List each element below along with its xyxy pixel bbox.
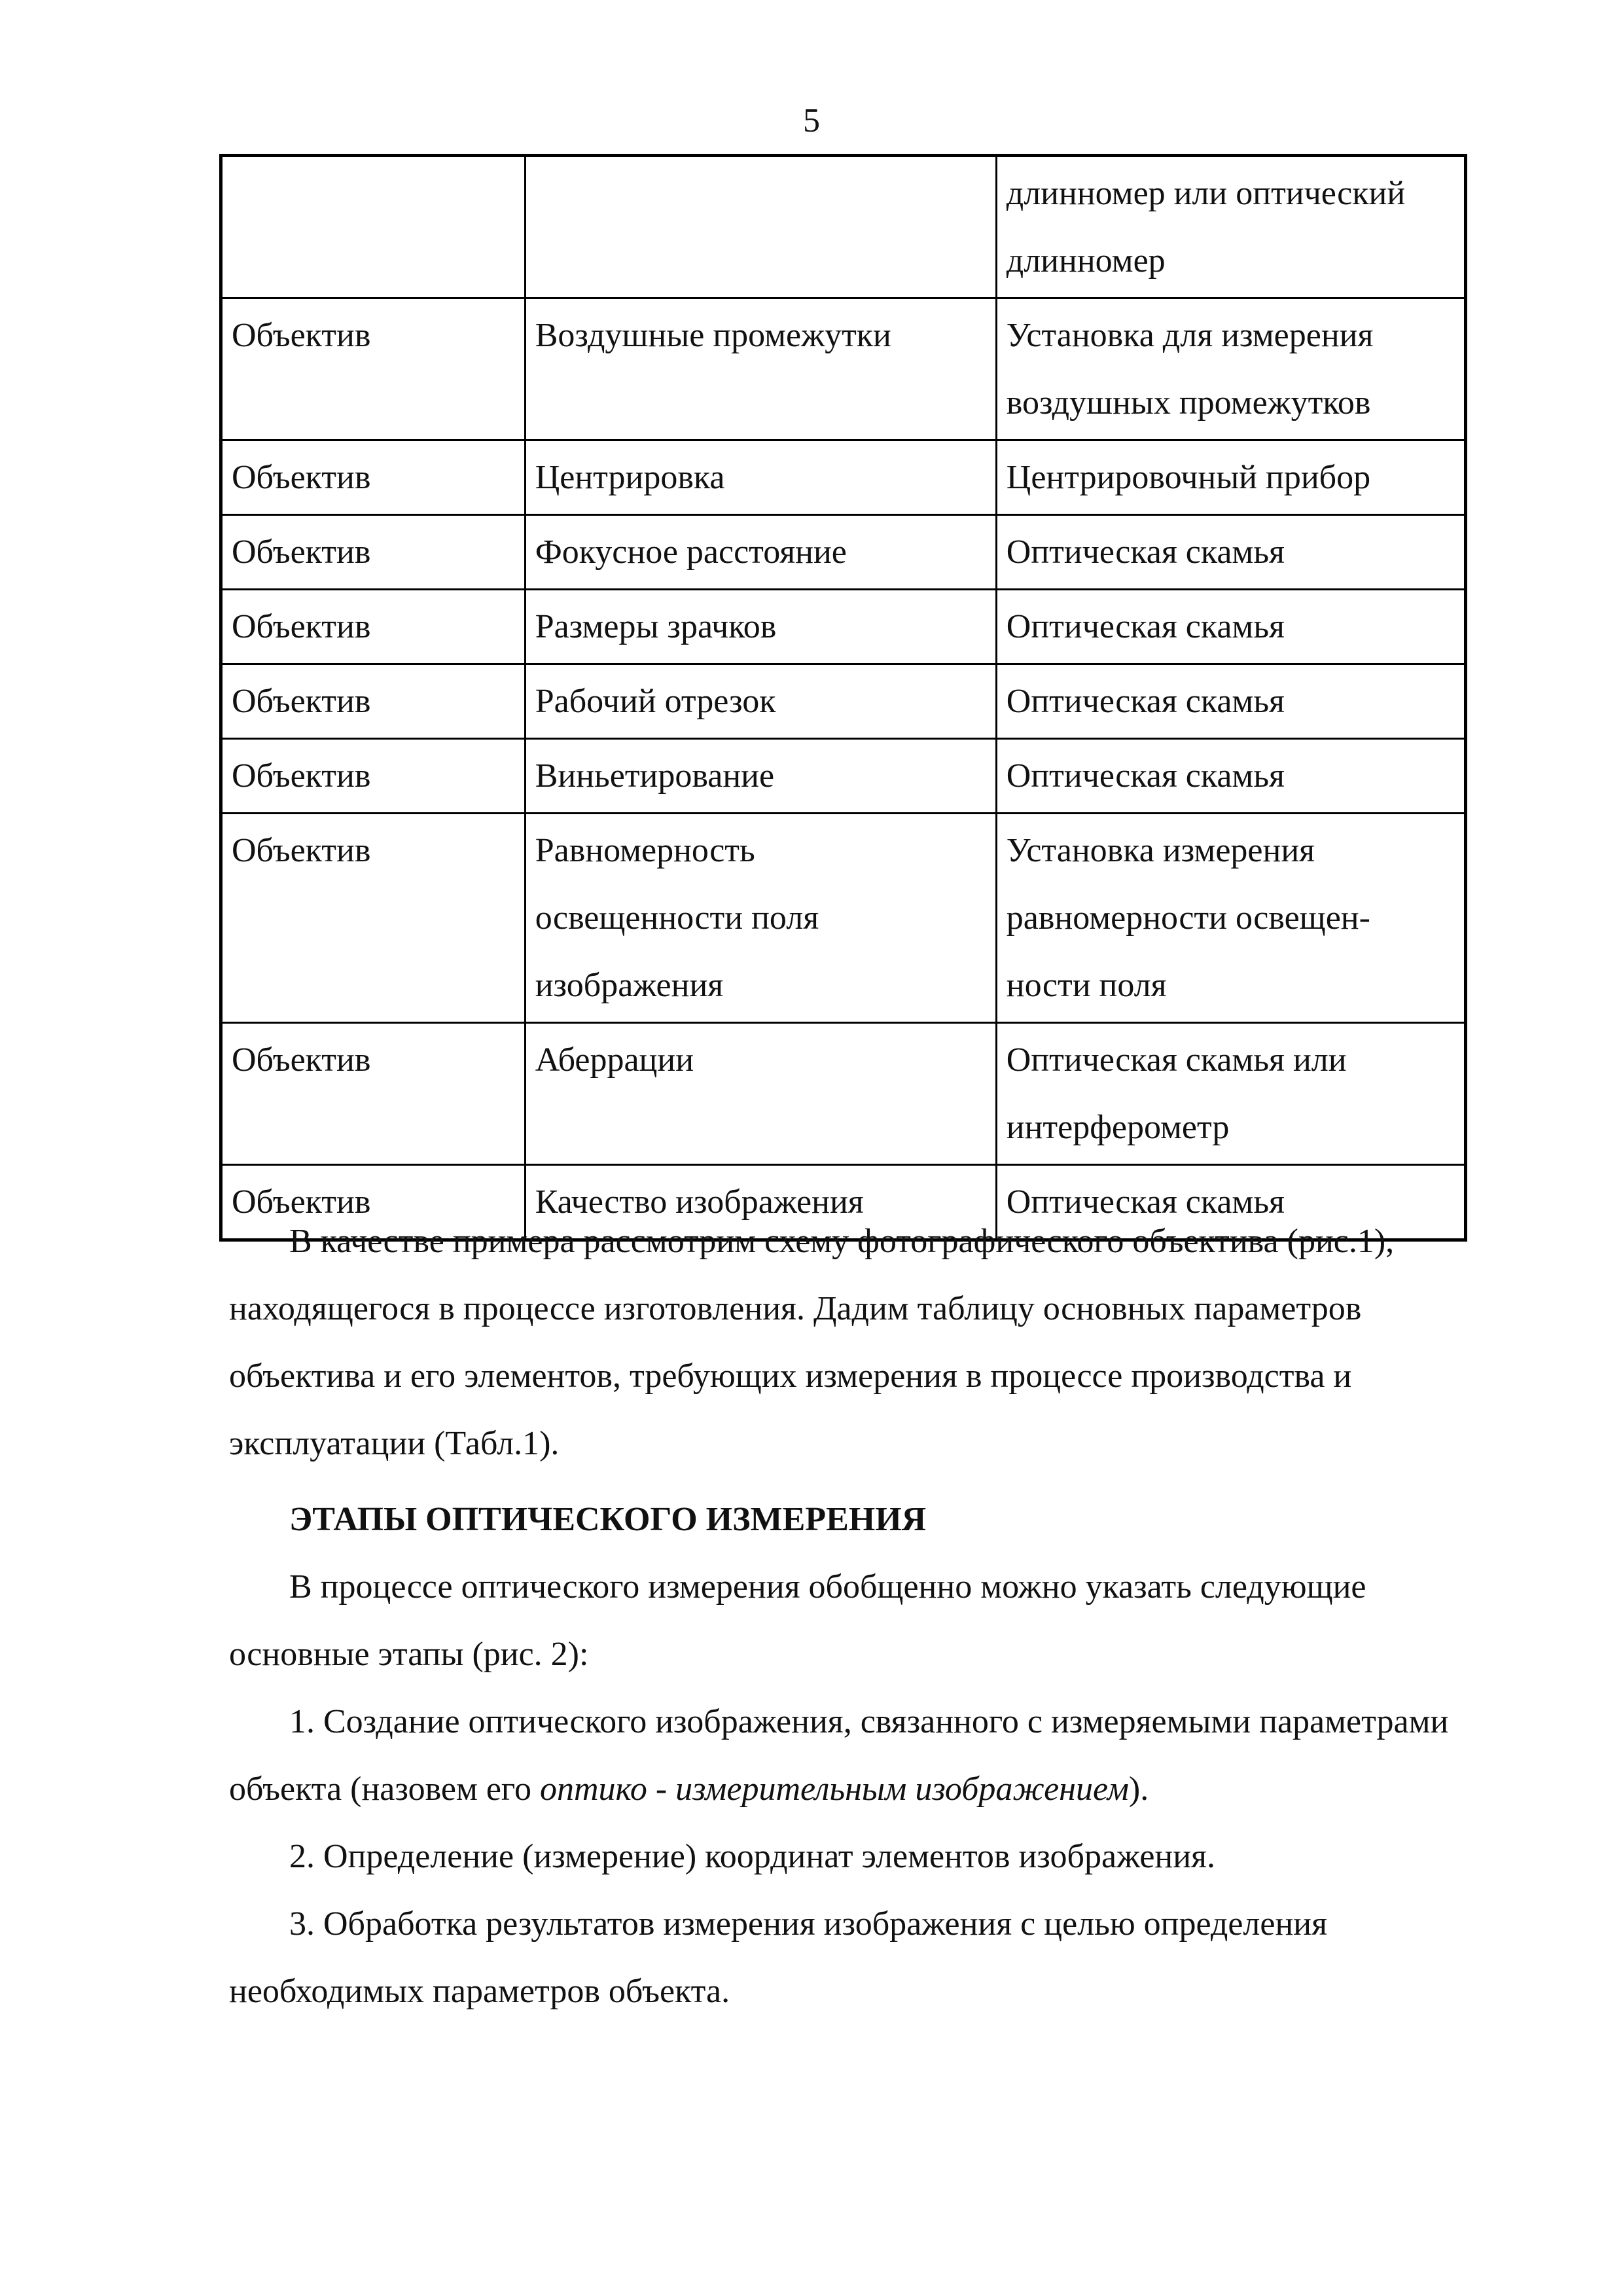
cell-line: Объектив	[232, 1041, 371, 1079]
cell-line: Воздушные промежутки	[535, 317, 891, 354]
cell-line: равномерности освещен-	[1006, 899, 1370, 937]
cell-line: воздушных промежутков	[1006, 384, 1371, 422]
instrument-cell	[996, 814, 1465, 1023]
cell-line: Размеры зрачков	[535, 608, 777, 645]
parameter-cell	[525, 515, 996, 590]
element-cell	[221, 590, 526, 664]
element-cell	[221, 440, 526, 515]
instrument-cell	[996, 298, 1465, 440]
stages-intro: В процессе оптического измерения обобщенно можно указать следующие основные этапы (рис. 2):	[229, 1568, 1366, 1673]
table-row	[221, 298, 1466, 440]
cell-line: Центрировка	[535, 459, 725, 496]
element-cell	[221, 664, 526, 739]
table-row	[221, 814, 1466, 1023]
parameter-cell	[525, 814, 996, 1023]
cell-line: Фокусное расстояние	[535, 533, 847, 571]
cell-line: Качество изображения	[535, 1183, 864, 1221]
stage-2: 2. Определение (измерение) координат элементов изображения.	[289, 1838, 1215, 1875]
table-row	[221, 1023, 1466, 1165]
cell-line: Оптическая скамья	[1006, 683, 1285, 720]
cell-line: Виньетирование	[535, 757, 775, 795]
cell-line: Объектив	[232, 683, 371, 720]
element-cell	[221, 515, 526, 590]
cell-line: Объектив	[232, 533, 371, 571]
cell-line: освещенности поля	[535, 899, 819, 937]
cell-line: Аберрации	[535, 1041, 694, 1079]
stage-3: 3. Обработка результатов измерения изображения с целью определения необходимых параметров объекта.	[229, 1905, 1328, 2010]
cell-line: Оптическая скамья	[1006, 757, 1285, 795]
cell-line: длинномер	[1006, 242, 1166, 279]
parameter-cell	[525, 1023, 996, 1165]
parameter-cell	[525, 298, 996, 440]
cell-line: Оптическая скамья или	[1006, 1041, 1347, 1079]
cell-line: Оптическая скамья	[1006, 608, 1285, 645]
cell-line: Объектив	[232, 317, 371, 354]
cell-line: Рабочий отрезок	[535, 683, 776, 720]
cell-line: Оптическая скамья	[1006, 1183, 1285, 1221]
parameter-cell	[525, 664, 996, 739]
cell-line: Объектив	[232, 459, 371, 496]
parameter-cell	[525, 739, 996, 814]
element-cell	[221, 298, 526, 440]
table-row	[221, 440, 1466, 515]
instrument-cell	[996, 739, 1465, 814]
instrument-cell	[996, 515, 1465, 590]
intro-paragraph: В качестве примера рассмотрим схему фотографического объектива (рис.1), находящегося в процессе изготовления. Дадим таблицу основных параметров объектива и его элементов, требующих измерения в процессе производства и эксплуатации (Табл.1).	[229, 1223, 1395, 1462]
instrument-cell	[996, 590, 1465, 664]
cell-line: изображения	[535, 967, 724, 1004]
stage-1-text: 1. Создание оптического изображения, связанного с измеряемыми параметрами объекта (назовем его	[229, 1703, 1449, 1808]
element-cell	[221, 814, 526, 1023]
body-text	[229, 1208, 1492, 2025]
table-row	[221, 739, 1466, 814]
instrument-cell	[996, 1023, 1465, 1165]
instrument-cell	[996, 156, 1465, 298]
cell-line: Объектив	[232, 1183, 371, 1221]
table-row	[221, 590, 1466, 664]
parameter-cell	[525, 440, 996, 515]
instrument-cell	[996, 664, 1465, 739]
cell-line: Объектив	[232, 608, 371, 645]
cell-line: Установка измерения	[1006, 832, 1315, 869]
element-cell	[221, 739, 526, 814]
cell-line: Центрировочный прибор	[1006, 459, 1371, 496]
element-cell	[221, 156, 526, 298]
cell-line: ности поля	[1006, 967, 1167, 1004]
section-heading: ЭТАПЫ ОПТИЧЕСКОГО ИЗМЕРЕНИЯ	[289, 1501, 927, 1538]
page-number: 5	[803, 102, 820, 139]
element-cell	[221, 1023, 526, 1165]
stage-1-term: оптико - измерительным изображением	[539, 1770, 1129, 1808]
instrument-cell	[996, 440, 1465, 515]
cell-line: Объектив	[232, 757, 371, 795]
parameter-cell	[525, 590, 996, 664]
cell-line: Оптическая скамья	[1006, 533, 1285, 571]
table-row	[221, 515, 1466, 590]
cell-line: Объектив	[232, 832, 371, 869]
table-row	[221, 664, 1466, 739]
table-row	[221, 156, 1466, 298]
stage-1-end: ).	[1128, 1770, 1149, 1808]
cell-line: длинномер или оптический	[1006, 175, 1406, 212]
parameters-table	[219, 154, 1467, 1242]
parameter-cell	[525, 156, 996, 298]
cell-line: интерферометр	[1006, 1109, 1230, 1146]
stage-1	[229, 1688, 1492, 1823]
cell-line: Равномерность	[535, 832, 755, 869]
cell-line: Установка для измерения	[1006, 317, 1374, 354]
